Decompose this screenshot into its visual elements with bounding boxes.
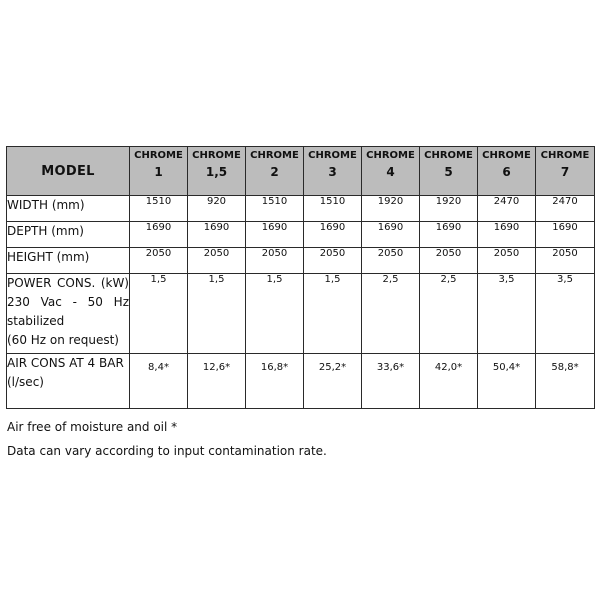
column-name: CHROME	[192, 150, 241, 161]
column-number: 4	[386, 165, 395, 179]
row-label: DEPTH (mm)	[7, 222, 130, 248]
row-label-extra: (60 Hz on request)	[7, 333, 119, 347]
column-name: CHROME	[540, 150, 590, 161]
column-header-chrome-1-5	[188, 147, 246, 196]
table-cell: 1690	[304, 222, 362, 248]
table-cell: 3,5	[536, 274, 595, 354]
table-cell: 1,5	[246, 274, 304, 354]
table-cell: 50,4*	[478, 354, 536, 409]
column-header-chrome-4	[362, 147, 420, 196]
table-cell: 2050	[304, 248, 362, 274]
table-cell: 1510	[304, 196, 362, 222]
table-cell: 1510	[246, 196, 304, 222]
table-cell: 58,8*	[536, 354, 595, 409]
table-cell: 1690	[478, 222, 536, 248]
column-header-chrome-7	[536, 147, 595, 196]
table-cell: 2050	[246, 248, 304, 274]
table-cell: 2470	[478, 196, 536, 222]
table-cell: 2470	[536, 196, 595, 222]
table-cell: 1690	[420, 222, 478, 248]
table-cell: 1690	[188, 222, 246, 248]
column-name: CHROME	[308, 150, 357, 161]
table-row-depth	[7, 222, 595, 248]
table-cell: 16,8*	[246, 354, 304, 409]
table-cell: 1690	[246, 222, 304, 248]
table-cell: 42,0*	[420, 354, 478, 409]
table-cell: 12,6*	[188, 354, 246, 409]
table-row-power	[7, 274, 595, 354]
table-cell: 3,5	[478, 274, 536, 354]
table-cell: 2050	[130, 248, 188, 274]
table-cell: 2,5	[362, 274, 420, 354]
table-cell: 1,5	[188, 274, 246, 354]
column-number: 1,5	[205, 165, 228, 179]
column-header-chrome-1	[130, 147, 188, 196]
row-label: HEIGHT (mm)	[7, 248, 130, 274]
table-cell: 1510	[130, 196, 188, 222]
column-number: 6	[502, 165, 511, 179]
row-label: AIR CONS AT 4 BAR (l/sec)	[7, 354, 130, 409]
table-cell: 8,4*	[130, 354, 188, 409]
column-number: 2	[270, 165, 279, 179]
column-number: 7	[560, 165, 570, 179]
table-cell: 25,2*	[304, 354, 362, 409]
table-row-height	[7, 248, 595, 274]
table-cell: 1,5	[130, 274, 188, 354]
notes	[6, 415, 594, 463]
table-cell: 1690	[362, 222, 420, 248]
table-cell: 1920	[420, 196, 478, 222]
column-header-chrome-2	[246, 147, 304, 196]
row-label: WIDTH (mm)	[7, 196, 130, 222]
row-label-main: POWER CONS. (kW) 230 Vac - 50 Hz stabilized	[7, 276, 129, 328]
table-cell: 1690	[130, 222, 188, 248]
spec-table-container	[6, 146, 594, 463]
column-name: CHROME	[250, 150, 299, 161]
table-cell: 2,5	[420, 274, 478, 354]
column-name: CHROME	[424, 150, 473, 161]
column-name: CHROME	[134, 150, 183, 161]
column-header-chrome-5	[420, 147, 478, 196]
header-row	[7, 147, 595, 196]
spec-table	[6, 146, 595, 409]
column-number: 3	[328, 165, 337, 179]
table-cell: 2050	[188, 248, 246, 274]
table-cell: 2050	[420, 248, 478, 274]
column-number: 5	[444, 165, 453, 179]
column-header-chrome-6	[478, 147, 536, 196]
note-contamination: Data can vary according to input contamination rate.	[7, 444, 327, 458]
table-cell: 1690	[536, 222, 595, 248]
column-name: CHROME	[482, 150, 531, 161]
table-cell: 920	[188, 196, 246, 222]
model-header: MODEL	[7, 147, 130, 196]
table-cell: 2050	[478, 248, 536, 274]
column-header-chrome-3	[304, 147, 362, 196]
note-moisture: Air free of moisture and oil *	[7, 420, 178, 434]
table-row-width	[7, 196, 595, 222]
table-cell: 1,5	[304, 274, 362, 354]
table-cell: 1920	[362, 196, 420, 222]
table-row-air	[7, 354, 595, 409]
row-label	[7, 274, 130, 354]
column-name: CHROME	[366, 150, 415, 161]
table-cell: 33,6*	[362, 354, 420, 409]
table-cell: 2050	[536, 248, 595, 274]
table-cell: 2050	[362, 248, 420, 274]
column-number: 1	[154, 165, 163, 179]
